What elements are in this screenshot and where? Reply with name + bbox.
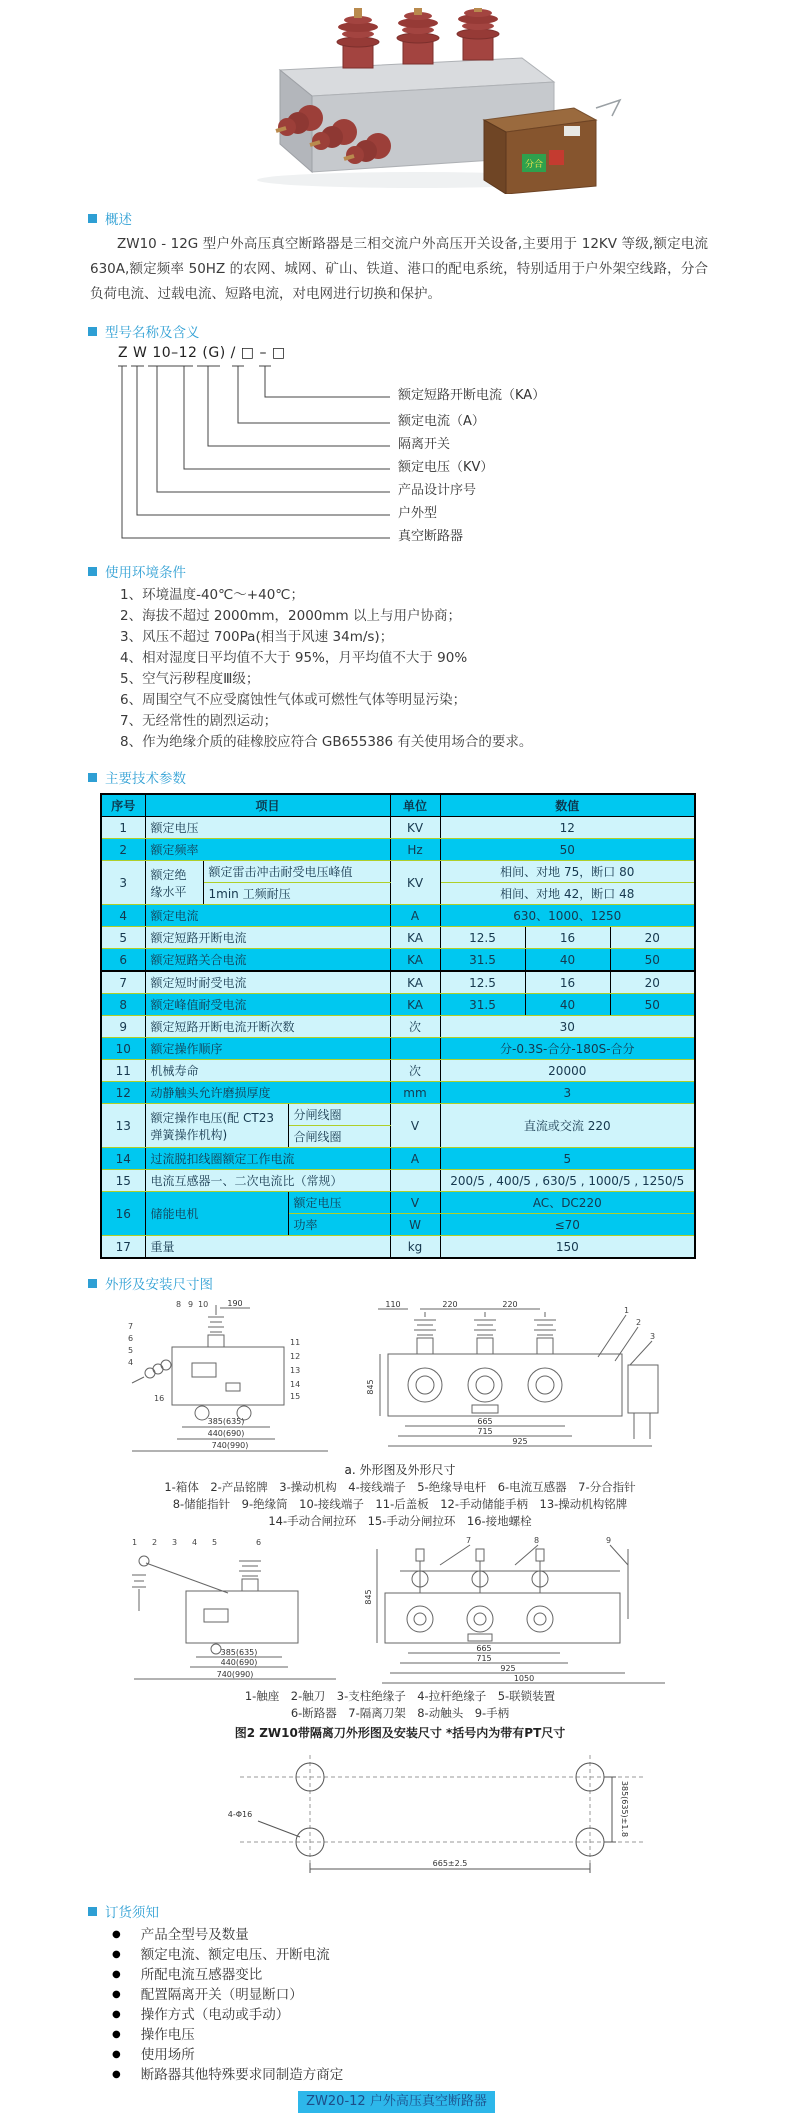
figure2-legend-line: 6-断路器 7-隔离刀架 8-动触头 9-手柄: [290, 1706, 510, 1720]
table-row: [101, 839, 695, 861]
col-header-unit: 单位: [390, 794, 440, 817]
table-row: [101, 1148, 695, 1170]
env-item: 6、周围空气不应受腐蚀性气体或可燃性气体等明显污染；: [120, 692, 467, 708]
cell-value: 150: [440, 1236, 695, 1259]
part-marker: 7: [128, 1322, 134, 1331]
cell-no: 9: [101, 1016, 145, 1038]
model-label: 隔离开关: [398, 437, 451, 452]
cell-no: 6: [101, 949, 145, 972]
section-header-parameters: [88, 767, 793, 787]
dim-label: 665: [477, 1417, 493, 1426]
cell-value: 50: [440, 839, 695, 861]
table-row: [101, 971, 695, 994]
model-label: 额定电压（KV）: [398, 460, 494, 475]
cell-unit: W: [390, 1214, 440, 1236]
cell-unit: KA: [390, 949, 440, 972]
table-row: [101, 1082, 695, 1104]
model-designation-diagram: [118, 345, 678, 547]
cell-no: 10: [101, 1038, 145, 1060]
cell-no: 3: [101, 861, 145, 905]
table-row: [101, 817, 695, 839]
table-row: [101, 905, 695, 927]
part-marker: 9: [606, 1536, 612, 1545]
section-marker-icon: [88, 773, 97, 782]
cell-value: 40: [525, 949, 610, 972]
ordering-list: [112, 1925, 793, 2085]
cell-value: 12: [440, 817, 695, 839]
part-marker: 4: [192, 1538, 198, 1547]
dim-label: 110: [385, 1300, 401, 1309]
list-item: [112, 2045, 793, 2065]
cell-no: 8: [101, 994, 145, 1016]
bullet-icon: ●: [112, 1969, 121, 1980]
table-row: [101, 994, 695, 1016]
cell-item: 额定短时耐受电流: [145, 971, 390, 994]
cell-value: 40: [525, 994, 610, 1016]
col-header-value: 数值: [440, 794, 695, 817]
cell-item: 额定操作电压(配 CT23 弹簧操作机构): [145, 1104, 288, 1148]
cell-value: 31.5: [440, 949, 525, 972]
section-marker-icon: [88, 1279, 97, 1288]
section-header-model: [88, 321, 793, 341]
cell-unit: 次: [390, 1016, 440, 1038]
cell-no: 15: [101, 1170, 145, 1192]
section-title: 型号名称及含义: [105, 325, 200, 341]
bullet-icon: ●: [112, 2049, 121, 2060]
cell-value: 20: [610, 971, 695, 994]
ordering-item-text: 操作电压: [140, 2027, 195, 2043]
cell-value: 16: [525, 971, 610, 994]
cell-item: 额定峰值耐受电流: [145, 994, 390, 1016]
table-row: [101, 1192, 695, 1214]
bullet-icon: ●: [112, 1989, 121, 2000]
figure1-legend-line: 1-箱体 2-产品铭牌 3-操动机构 4-接线端子 5-绝缘导电杆 6-电流互感器 7-分合指针: [164, 1480, 636, 1494]
cell-value: 3: [440, 1082, 695, 1104]
cell-unit: 次: [390, 1060, 440, 1082]
table-row: [101, 949, 695, 972]
section-header-ordering: [88, 1901, 793, 1921]
cell-unit: mm: [390, 1082, 440, 1104]
bullet-icon: ●: [112, 1949, 121, 1960]
section-marker-icon: [88, 1907, 97, 1916]
list-item: [112, 2005, 793, 2025]
dim-label: 845: [364, 1589, 373, 1605]
part-marker: 14: [290, 1380, 301, 1389]
cell-no: 11: [101, 1060, 145, 1082]
parameters-table: [100, 793, 696, 1259]
cell-item: 额定频率: [145, 839, 390, 861]
cell-subitem: 1min 工频耐压: [203, 883, 390, 905]
section-header-environment: [88, 561, 793, 581]
part-marker: 6: [256, 1538, 262, 1547]
dim-label: 385(635): [220, 1648, 258, 1657]
env-item: 5、空气污秽程度Ⅲ级；: [120, 671, 260, 687]
cell-item: 额定电流: [145, 905, 390, 927]
section-title: 订货须知: [105, 1905, 159, 1921]
cell-unit: KA: [390, 994, 440, 1016]
cell-subitem: 合闸线圈: [288, 1126, 390, 1148]
part-marker: 5: [128, 1346, 134, 1355]
env-item: 4、相对湿度日平均值不大于 95%，月平均值不大于 90%: [120, 650, 468, 666]
model-label: 真空断路器: [398, 529, 464, 544]
part-marker: 2: [636, 1318, 642, 1327]
section-marker-icon: [88, 214, 97, 223]
cell-value: 20000: [440, 1060, 695, 1082]
section-header-dimensions: [88, 1273, 793, 1293]
figure2-legend-line: 1-触座 2-触刀 3-支柱绝缘子 4-拉杆绝缘子 5-联锁装置: [244, 1689, 556, 1703]
env-item: 2、海拔不超过 2000mm，2000mm 以上与用户协商；: [120, 608, 461, 624]
cell-no: 16: [101, 1192, 145, 1236]
footer-product-badge: ZW20-12 户外高压真空断路器: [298, 2091, 495, 2113]
cell-value: 50: [610, 949, 695, 972]
bullet-icon: ●: [112, 2069, 121, 2080]
part-marker: 6: [128, 1334, 134, 1343]
model-label: 户外型: [398, 506, 438, 521]
section-marker-icon: [88, 327, 97, 336]
cell-value: 5: [440, 1148, 695, 1170]
ordering-item-text: 产品全型号及数量: [140, 1927, 249, 1943]
part-marker: 8: [176, 1300, 182, 1309]
ordering-item-text: 配置隔离开关（明显断口）: [140, 1987, 303, 2003]
cell-unit: KV: [390, 861, 440, 905]
model-label: 产品设计序号: [398, 483, 477, 498]
cell-no: 14: [101, 1148, 145, 1170]
cell-value: 30: [440, 1016, 695, 1038]
section-title: 外形及安装尺寸图: [105, 1277, 213, 1293]
dim-label: 220: [442, 1300, 458, 1309]
table-row: [101, 1016, 695, 1038]
list-item: [112, 1945, 793, 1965]
hole-label: 4-Φ16: [227, 1810, 253, 1819]
table-row: [101, 1236, 695, 1259]
part-marker: 10: [198, 1300, 209, 1309]
cell-item: 过流脱扣线圈额定工作电流: [145, 1148, 390, 1170]
cell-value: 12.5: [440, 971, 525, 994]
dim-label: 740(990): [216, 1670, 254, 1679]
cell-value: 16: [525, 927, 610, 949]
cell-value: ≤70: [440, 1214, 695, 1236]
dim-label: 740(990): [211, 1441, 249, 1450]
ordering-item-text: 操作方式（电动或手动）: [140, 2007, 290, 2023]
ordering-item-text: 断路器其他特殊要求同制造方商定: [140, 2067, 344, 2083]
section-title: 主要技术参数: [105, 771, 186, 787]
table-row: [101, 927, 695, 949]
col-header-no: 序号: [101, 794, 145, 817]
env-item: 3、风压不超过 700Pa(相当于风速 34m/s)；: [120, 629, 394, 645]
mounting-hole-drawing: [200, 1745, 660, 1887]
cell-subitem: 额定电压: [288, 1192, 390, 1214]
overview-paragraph: ZW10 - 12G 型户外高压真空断路器是三相交流户外高压开关设备,主要用于 12KV 等级,额定电流 630A,额定频率 50HZ 的农网、城网、矿山、铁道、港口的配电系统，特别适用于户外架空线路，分合负荷电流、过载电流、短路电流，对电网进行切换和保护。: [90, 236, 708, 302]
cell-value: 12.5: [440, 927, 525, 949]
ordering-item-text: 所配电流互感器变比: [140, 1967, 263, 1983]
cell-no: 13: [101, 1104, 145, 1148]
dim-label: 925: [512, 1437, 528, 1446]
cell-value: 直流或交流 220: [440, 1104, 695, 1148]
dim-label: 440(690): [207, 1429, 245, 1438]
cell-unit: A: [390, 1148, 440, 1170]
dim-label: 1050: [513, 1674, 535, 1683]
cell-value: AC、DC220: [440, 1192, 695, 1214]
cell-value: 相间、对地 75，断口 80: [440, 861, 695, 883]
cell-no: 12: [101, 1082, 145, 1104]
cell-value: 相间、对地 42，断口 48: [440, 883, 695, 905]
part-marker: 12: [290, 1352, 301, 1361]
cell-item: 额定操作顺序: [145, 1038, 390, 1060]
bullet-icon: ●: [112, 1929, 121, 1940]
section-marker-icon: [88, 567, 97, 576]
part-marker: 1: [132, 1538, 138, 1547]
env-item: 1、环境温度-40℃～+40℃；: [120, 587, 304, 603]
col-header-item: 项目: [145, 794, 390, 817]
cell-unit: Hz: [390, 839, 440, 861]
part-marker: 8: [534, 1536, 540, 1545]
outline-drawing-2: [120, 1535, 680, 1687]
env-item: 7、无经常性的剧烈运动；: [120, 713, 278, 729]
figure2-caption: 图2 ZW10带隔离刀外形图及安装尺寸 *括号内为带有PT尺寸: [234, 1726, 566, 1740]
cell-no: 4: [101, 905, 145, 927]
part-marker: 3: [650, 1332, 656, 1341]
cell-item: 额定短路开断电流: [145, 927, 390, 949]
part-marker: 7: [466, 1536, 472, 1545]
figure1-legend-line: 8-储能指针 9-绝缘筒 10-接线端子 11-后盖板 12-手动储能手柄 13-操动机构铭牌: [172, 1497, 628, 1511]
cell-unit: KA: [390, 971, 440, 994]
dim-label: 925: [500, 1664, 516, 1673]
cell-subitem: 额定雷击冲击耐受电压峰值: [203, 861, 390, 883]
cell-item: 额定短路关合电流: [145, 949, 390, 972]
cell-item: 重量: [145, 1236, 390, 1259]
dim-label: 220: [502, 1300, 518, 1309]
ordering-item-text: 使用场所: [140, 2047, 195, 2063]
section-header-overview: [88, 208, 793, 228]
cell-item: 电流互感器一、二次电流比（常规）: [145, 1170, 390, 1192]
env-item: 8、作为绝缘介质的硅橡胶应符合 GB655386 有关使用场合的要求。: [120, 734, 533, 750]
model-code: Z W 10–12 (G) / □ – □: [118, 345, 286, 361]
cell-value: 分-0.3S-合分-180S-合分: [440, 1038, 695, 1060]
list-item: [112, 1965, 793, 1985]
cell-unit: kg: [390, 1236, 440, 1259]
list-item: [112, 1925, 793, 1945]
dim-label: 715: [477, 1427, 493, 1436]
table-row: [101, 1038, 695, 1060]
cell-subitem: 功率: [288, 1214, 390, 1236]
cell-item: 额定电压: [145, 817, 390, 839]
cell-item: 额定绝缘水平: [145, 861, 203, 905]
dim-label: 190: [227, 1299, 243, 1308]
part-marker: 4: [128, 1358, 134, 1367]
table-row: [101, 861, 695, 883]
cell-unit: [390, 1038, 440, 1060]
cabinet-sticker-label: 分合: [524, 160, 544, 170]
cell-item: 机械寿命: [145, 1060, 390, 1082]
cell-subitem: 分闸线圈: [288, 1104, 390, 1126]
table-header-row: [101, 794, 695, 817]
section-title: 使用环境条件: [105, 565, 186, 581]
figure1-caption: a. 外形图及外形尺寸: [344, 1463, 456, 1477]
cell-unit: KV: [390, 817, 440, 839]
dim-label: 385(635): [207, 1417, 245, 1426]
model-label: 额定电流（A）: [398, 414, 485, 429]
cell-value: 20: [610, 927, 695, 949]
environment-list: [120, 585, 793, 753]
outline-drawing-1: [120, 1299, 680, 1457]
bullet-icon: ●: [112, 2009, 121, 2020]
part-marker: 9: [188, 1300, 194, 1309]
model-label: 额定短路开断电流（KA）: [398, 388, 546, 403]
dim-label: 440(690): [220, 1658, 258, 1667]
ordering-item-text: 额定电流、额定电压、开断电流: [140, 1947, 330, 1963]
cell-no: 17: [101, 1236, 145, 1259]
cell-value: 31.5: [440, 994, 525, 1016]
part-marker: 5: [212, 1538, 218, 1547]
list-item: [112, 1985, 793, 2005]
table-row: [101, 1170, 695, 1192]
cell-unit: V: [390, 1104, 440, 1148]
cell-value: 630、1000、1250: [440, 905, 695, 927]
part-marker: 1: [624, 1306, 630, 1315]
table-row: [101, 1060, 695, 1082]
cell-no: 2: [101, 839, 145, 861]
cell-no: 1: [101, 817, 145, 839]
part-marker: 3: [172, 1538, 178, 1547]
part-marker: 11: [290, 1338, 301, 1347]
part-marker: 13: [290, 1366, 301, 1375]
dim-label: 715: [476, 1654, 492, 1663]
cell-unit: A: [390, 905, 440, 927]
dim-label: 665±2.5: [432, 1859, 468, 1868]
cell-unit: [390, 1170, 440, 1192]
cell-item: 动静触头允许磨损厚度: [145, 1082, 390, 1104]
bullet-icon: ●: [112, 2029, 121, 2040]
cell-value: 200/5 , 400/5 , 630/5 , 1000/5 , 1250/5: [440, 1170, 695, 1192]
cell-value: 50: [610, 994, 695, 1016]
cell-no: 5: [101, 927, 145, 949]
top-insulators: [337, 8, 499, 68]
cell-item: 储能电机: [145, 1192, 288, 1236]
product-photo: [192, 8, 622, 194]
dim-label: 385(635)±1.8: [620, 1780, 629, 1838]
section-title: 概述: [105, 212, 132, 228]
part-marker: 16: [154, 1394, 165, 1403]
dim-label: 665: [476, 1644, 492, 1653]
part-marker: 15: [290, 1392, 301, 1401]
figure1-legend-line: 14-手动合闸拉环 15-手动分闸拉环 16-接地螺栓: [268, 1514, 532, 1528]
cell-unit: V: [390, 1192, 440, 1214]
cell-no: 7: [101, 971, 145, 994]
cell-unit: KA: [390, 927, 440, 949]
list-item: [112, 2065, 793, 2085]
table-row: [101, 1104, 695, 1126]
part-marker: 2: [152, 1538, 158, 1547]
list-item: [112, 2025, 793, 2045]
dim-label: 845: [366, 1379, 375, 1395]
cell-item: 额定短路开断电流开断次数: [145, 1016, 390, 1038]
